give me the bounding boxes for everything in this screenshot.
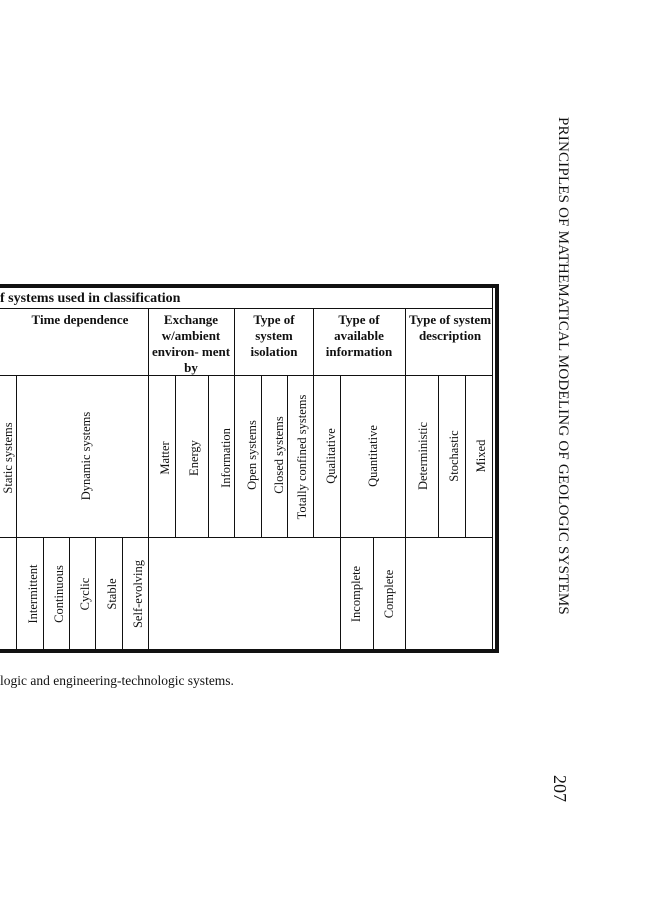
group-time-label: Time dependence	[31, 312, 129, 327]
col-static-systems: Static systems	[1, 422, 15, 494]
level2-rule	[0, 537, 493, 538]
divider-qual-quant	[340, 376, 341, 650]
divider-isolation-information	[313, 309, 314, 538]
group-header-rule	[0, 375, 493, 376]
group-isolation-label: Type of system isolation	[250, 312, 298, 359]
divider-dyn-1	[43, 538, 44, 650]
divider-open-closed	[261, 376, 262, 538]
divider-exchange-isolation	[234, 309, 235, 538]
col-open-systems: Open systems	[245, 420, 259, 490]
table-bottom-border	[0, 649, 499, 653]
col-stochastic: Stochastic	[447, 430, 461, 482]
page-number: 207	[550, 775, 570, 802]
col-intermittent: Intermittent	[26, 564, 40, 624]
col-matter: Matter	[158, 441, 172, 475]
table-caption: logic and engineering-technologic systems.	[0, 673, 234, 688]
divider-quant-sub	[373, 538, 374, 650]
divider-quant-end	[405, 538, 406, 650]
col-qualitative: Qualitative	[324, 428, 338, 484]
running-head: PRINCIPLES OF MATHEMATICAL MODELING OF GEOLOGIC SYSTEMS	[555, 117, 571, 615]
divider-information-description	[405, 309, 406, 538]
group-exchange-label: Exchange w/ambient environ- ment by	[151, 312, 231, 375]
col-totally-confined-systems: Totally confined systems	[295, 394, 309, 520]
group-information	[316, 312, 402, 360]
col-deterministic: Deterministic	[416, 421, 430, 491]
col-cyclic: Cyclic	[78, 577, 92, 611]
table-right-border	[495, 284, 499, 653]
divider-dyn-end	[148, 538, 149, 650]
divider-dyn-4	[122, 538, 123, 650]
group-description-label: Type of system description	[408, 312, 492, 343]
divider-energy-information	[208, 376, 209, 538]
group-isolation	[236, 312, 312, 360]
table-top-border	[0, 284, 499, 288]
divider-matter-energy	[175, 376, 176, 538]
group-time	[20, 312, 140, 328]
table-inner-right-line	[492, 288, 493, 649]
divider-sto-mixed	[465, 376, 466, 538]
table-title: f systems used in classification	[0, 291, 181, 306]
divider-dyn-3	[95, 538, 96, 650]
divider-dyn-2	[69, 538, 70, 650]
col-dynamic-systems: Dynamic systems	[79, 411, 93, 501]
group-description	[408, 312, 492, 344]
group-information-label: Type of available information	[325, 312, 393, 359]
col-closed-systems: Closed systems	[272, 416, 286, 494]
col-energy: Energy	[187, 440, 201, 476]
col-stable: Stable	[105, 578, 119, 610]
col-information: Information	[219, 428, 233, 488]
divider-time-exchange	[148, 309, 149, 538]
col-continuous: Continuous	[52, 565, 66, 623]
col-quantitative: Quantitative	[366, 425, 380, 487]
col-complete: Complete	[382, 569, 396, 619]
title-rule	[0, 308, 493, 309]
col-incomplete: Incomplete	[349, 565, 363, 623]
group-exchange	[150, 312, 232, 376]
divider-static-dynamic	[16, 376, 17, 650]
col-mixed: Mixed	[474, 439, 488, 473]
divider-closed-confined	[287, 376, 288, 538]
col-self-evolving: Self-evolving	[131, 559, 145, 629]
divider-det-sto	[438, 376, 439, 538]
